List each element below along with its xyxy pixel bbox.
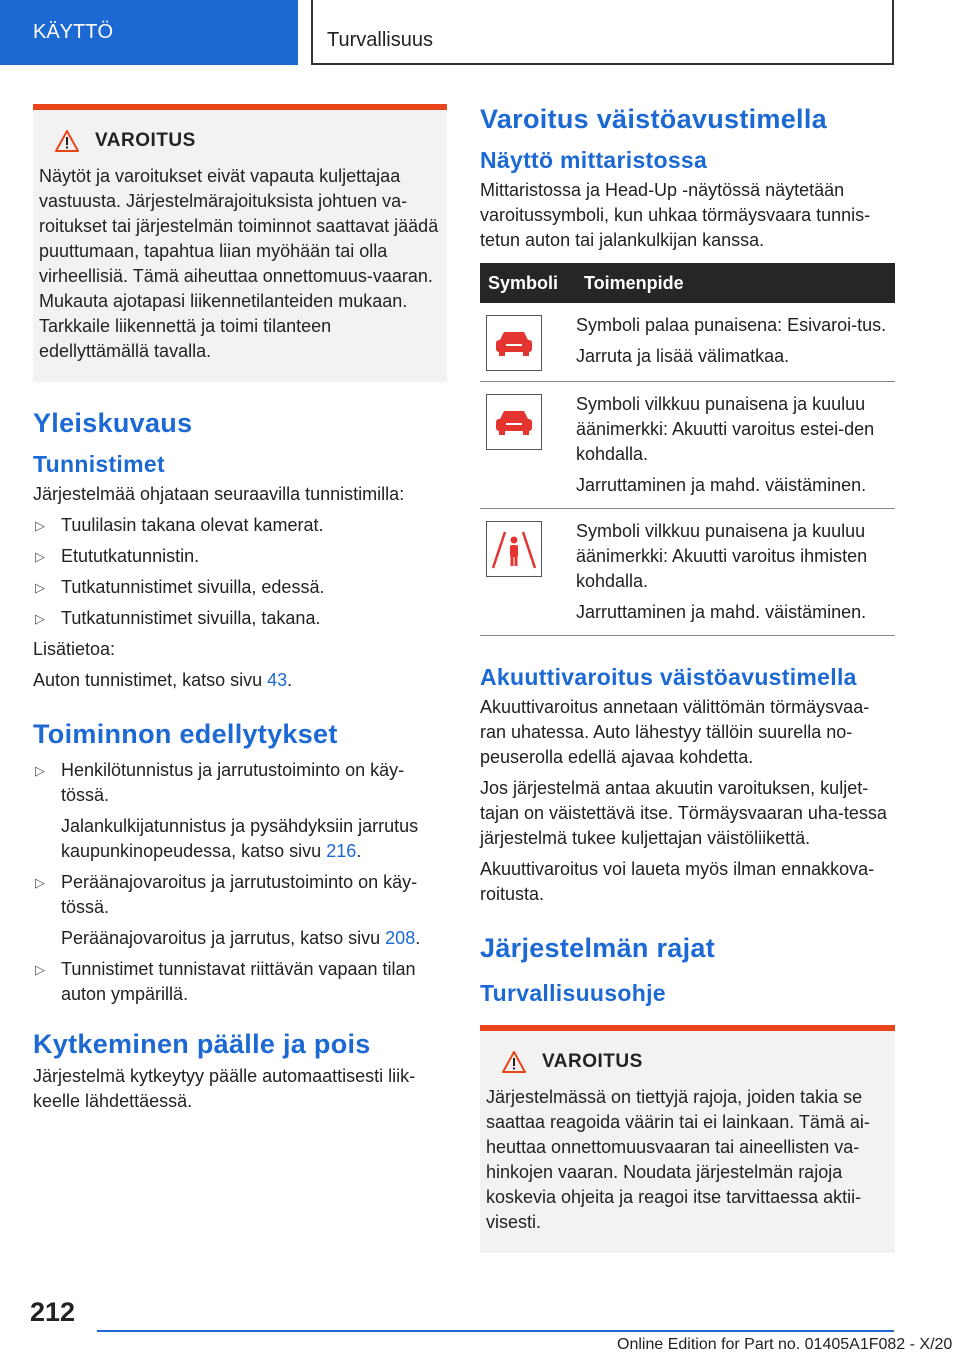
page-link[interactable]: 216 [326,841,357,861]
table-row: Symboli palaa punaisena: Esivaroi-tus. Jarruta ja lisää välimatkaa. [480,303,895,382]
page-link[interactable]: 208 [385,928,416,948]
warning-triangle-icon [502,1051,526,1073]
acute-heading: Akuuttivaroitus väistöavustimella [480,664,857,690]
acute-paragraph: Akuuttivaroitus voi laueta myös ilman ennakkova-roitusta. [480,859,875,904]
column-header-action: Toimenpide [576,263,895,303]
overview-heading: Yleiskuvaus [33,408,193,438]
triangle-bullet-icon: ▷ [35,580,45,595]
footer-divider [97,1330,894,1332]
conditions-list [33,758,447,1007]
column-header-symbol: Symboli [480,263,576,303]
sensor-list [33,513,447,631]
list-item: ▷ Etututkatunnistin. [33,544,447,569]
acute-paragraph: Akuuttivaroitus annetaan välittömän törmäysvaa-ran uhatessa. Auto lähestyy tällöin suurella no-peuserolla edellä ajavaa kohdetta. [480,697,870,767]
sensors-heading: Tunnistimet [33,451,165,477]
triangle-bullet-icon: ▷ [35,875,45,890]
more-info-ref: Auton tunnistimet, katso sivu 43. [33,670,293,690]
main-heading: Varoitus väistöavustimella [480,104,827,134]
pedestrian-warning-icon [486,521,542,577]
page-number: 212 [30,1297,76,1327]
warning-text: Järjestelmässä on tiettyjä rajoja, joiden takia se saattaa reagoida väärin tai ei lainkaan. Tämä ai-heuttaa onnettomuusvaaran tai aineellisten va-hinkojen vaaran. Noudata järjestelmän rajoja koskevia ohjeita ja reagoi itse tarvittaessa aktii-visesti. [486,1087,870,1232]
chapter-tab[interactable]: KÄYTTÖ [0,0,298,65]
list-item: ▷ Tuulilasin takana olevat kamerat. [33,513,447,538]
left-column [33,104,447,1114]
right-column [480,100,895,1253]
acute-paragraph: Jos järjestelmä antaa akuutin varoituksen, kuljet-tajan on väistettävä itse. Törmäysvaaran uha-tessa järjestelmä tukee kuljettajan väistöliikettä. [480,778,887,848]
safety-heading: Turvallisuusohje [480,980,666,1006]
list-item: ▷ Peräänajovaroitus ja jarrutustoiminto on käy-tössä. Peräänajovaroitus ja jarrutus, katso sivu 208. [33,870,447,951]
list-item: ▷ Tutkatunnistimet sivuilla, edessä. [33,575,447,600]
table-row: Symboli vilkkuu punaisena ja kuuluu äänimerkki: Akuutti varoitus estei-den kohdalla. Jarruttaminen ja mahd. väistäminen. [480,382,895,509]
triangle-bullet-icon: ▷ [35,611,45,626]
list-item: ▷ Tutkatunnistimet sivuilla, takana. [33,606,447,631]
condition-reference: Peräänajovaroitus ja jarrutus, katso sivu 208. [61,928,421,948]
warning-box [480,1025,895,1253]
sensors-intro: Järjestelmää ohjataan seuraavilla tunnistimilla: [33,484,405,504]
symbol-table [480,263,895,636]
display-heading: Näyttö mittaristossa [480,147,708,173]
onoff-heading: Kytkeminen päälle ja pois [33,1029,371,1059]
car-warning-icon [486,394,542,450]
triangle-bullet-icon: ▷ [35,549,45,564]
warning-title: VAROITUS [542,1051,643,1072]
more-info-label: Lisätietoa: [33,639,116,659]
condition-reference: Jalankulkijatunnistus ja pysähdyksiin jarrutus kaupunkinopeudessa, katso sivu 216. [61,816,419,861]
triangle-bullet-icon: ▷ [35,763,45,778]
conditions-heading: Toiminnon edellytykset [33,719,338,749]
car-warning-icon [486,315,542,371]
table-row: Symboli vilkkuu punaisena ja kuuluu äänimerkki: Akuutti varoitus ihmisten kohdalla. Jarruttaminen ja mahd. väistäminen. [480,509,895,636]
warning-title: VAROITUS [95,130,196,151]
triangle-bullet-icon: ▷ [35,962,45,977]
warning-text: Näytöt ja varoitukset eivät vapauta kuljettajaa vastuusta. Järjestelmärajoituksista johtuen va-roitukset tai järjestelmän toiminnot saattavat jäädä puuttumaan, tapahtua liian myöhään tai olla virheellisiä. Tämä aiheuttaa onnettomuus-vaaran. Mukauta ajotapasi liikennetilanteiden mukaan. Tarkkaile liikennettä ja toimi tilanteen edellyttämällä tavalla. [39,166,439,361]
onoff-text: Järjestelmä kytkeytyy päälle automaattisesti liik-keelle lähdettäessä. [33,1066,416,1111]
list-item: ▷ Tunnistimet tunnistavat riittävän vapaan tilan auton ympärillä. [35,959,416,1004]
triangle-bullet-icon: ▷ [35,518,45,533]
page-link[interactable]: 43 [267,670,288,690]
list-item: ▷ Henkilötunnistus ja jarrutustoiminto on käy-tössä. Jalankulkijatunnistus ja pysähdyksiin jarrutus kaupunkinopeudessa, katso sivu 216. [33,758,447,864]
warning-box [33,104,447,382]
warning-triangle-icon [55,130,79,152]
edition-text: Online Edition for Part no. 01405A1F082 - X/20 [617,1336,953,1353]
display-text: Mittaristossa ja Head-Up -näytössä näytetään varoitussymboli, kun uhkaa törmäysvaara tunnis-tetun auton tai jalankulkijan kanssa. [480,180,871,250]
section-title: Turvallisuus [311,0,894,65]
limits-heading: Järjestelmän rajat [480,933,716,963]
